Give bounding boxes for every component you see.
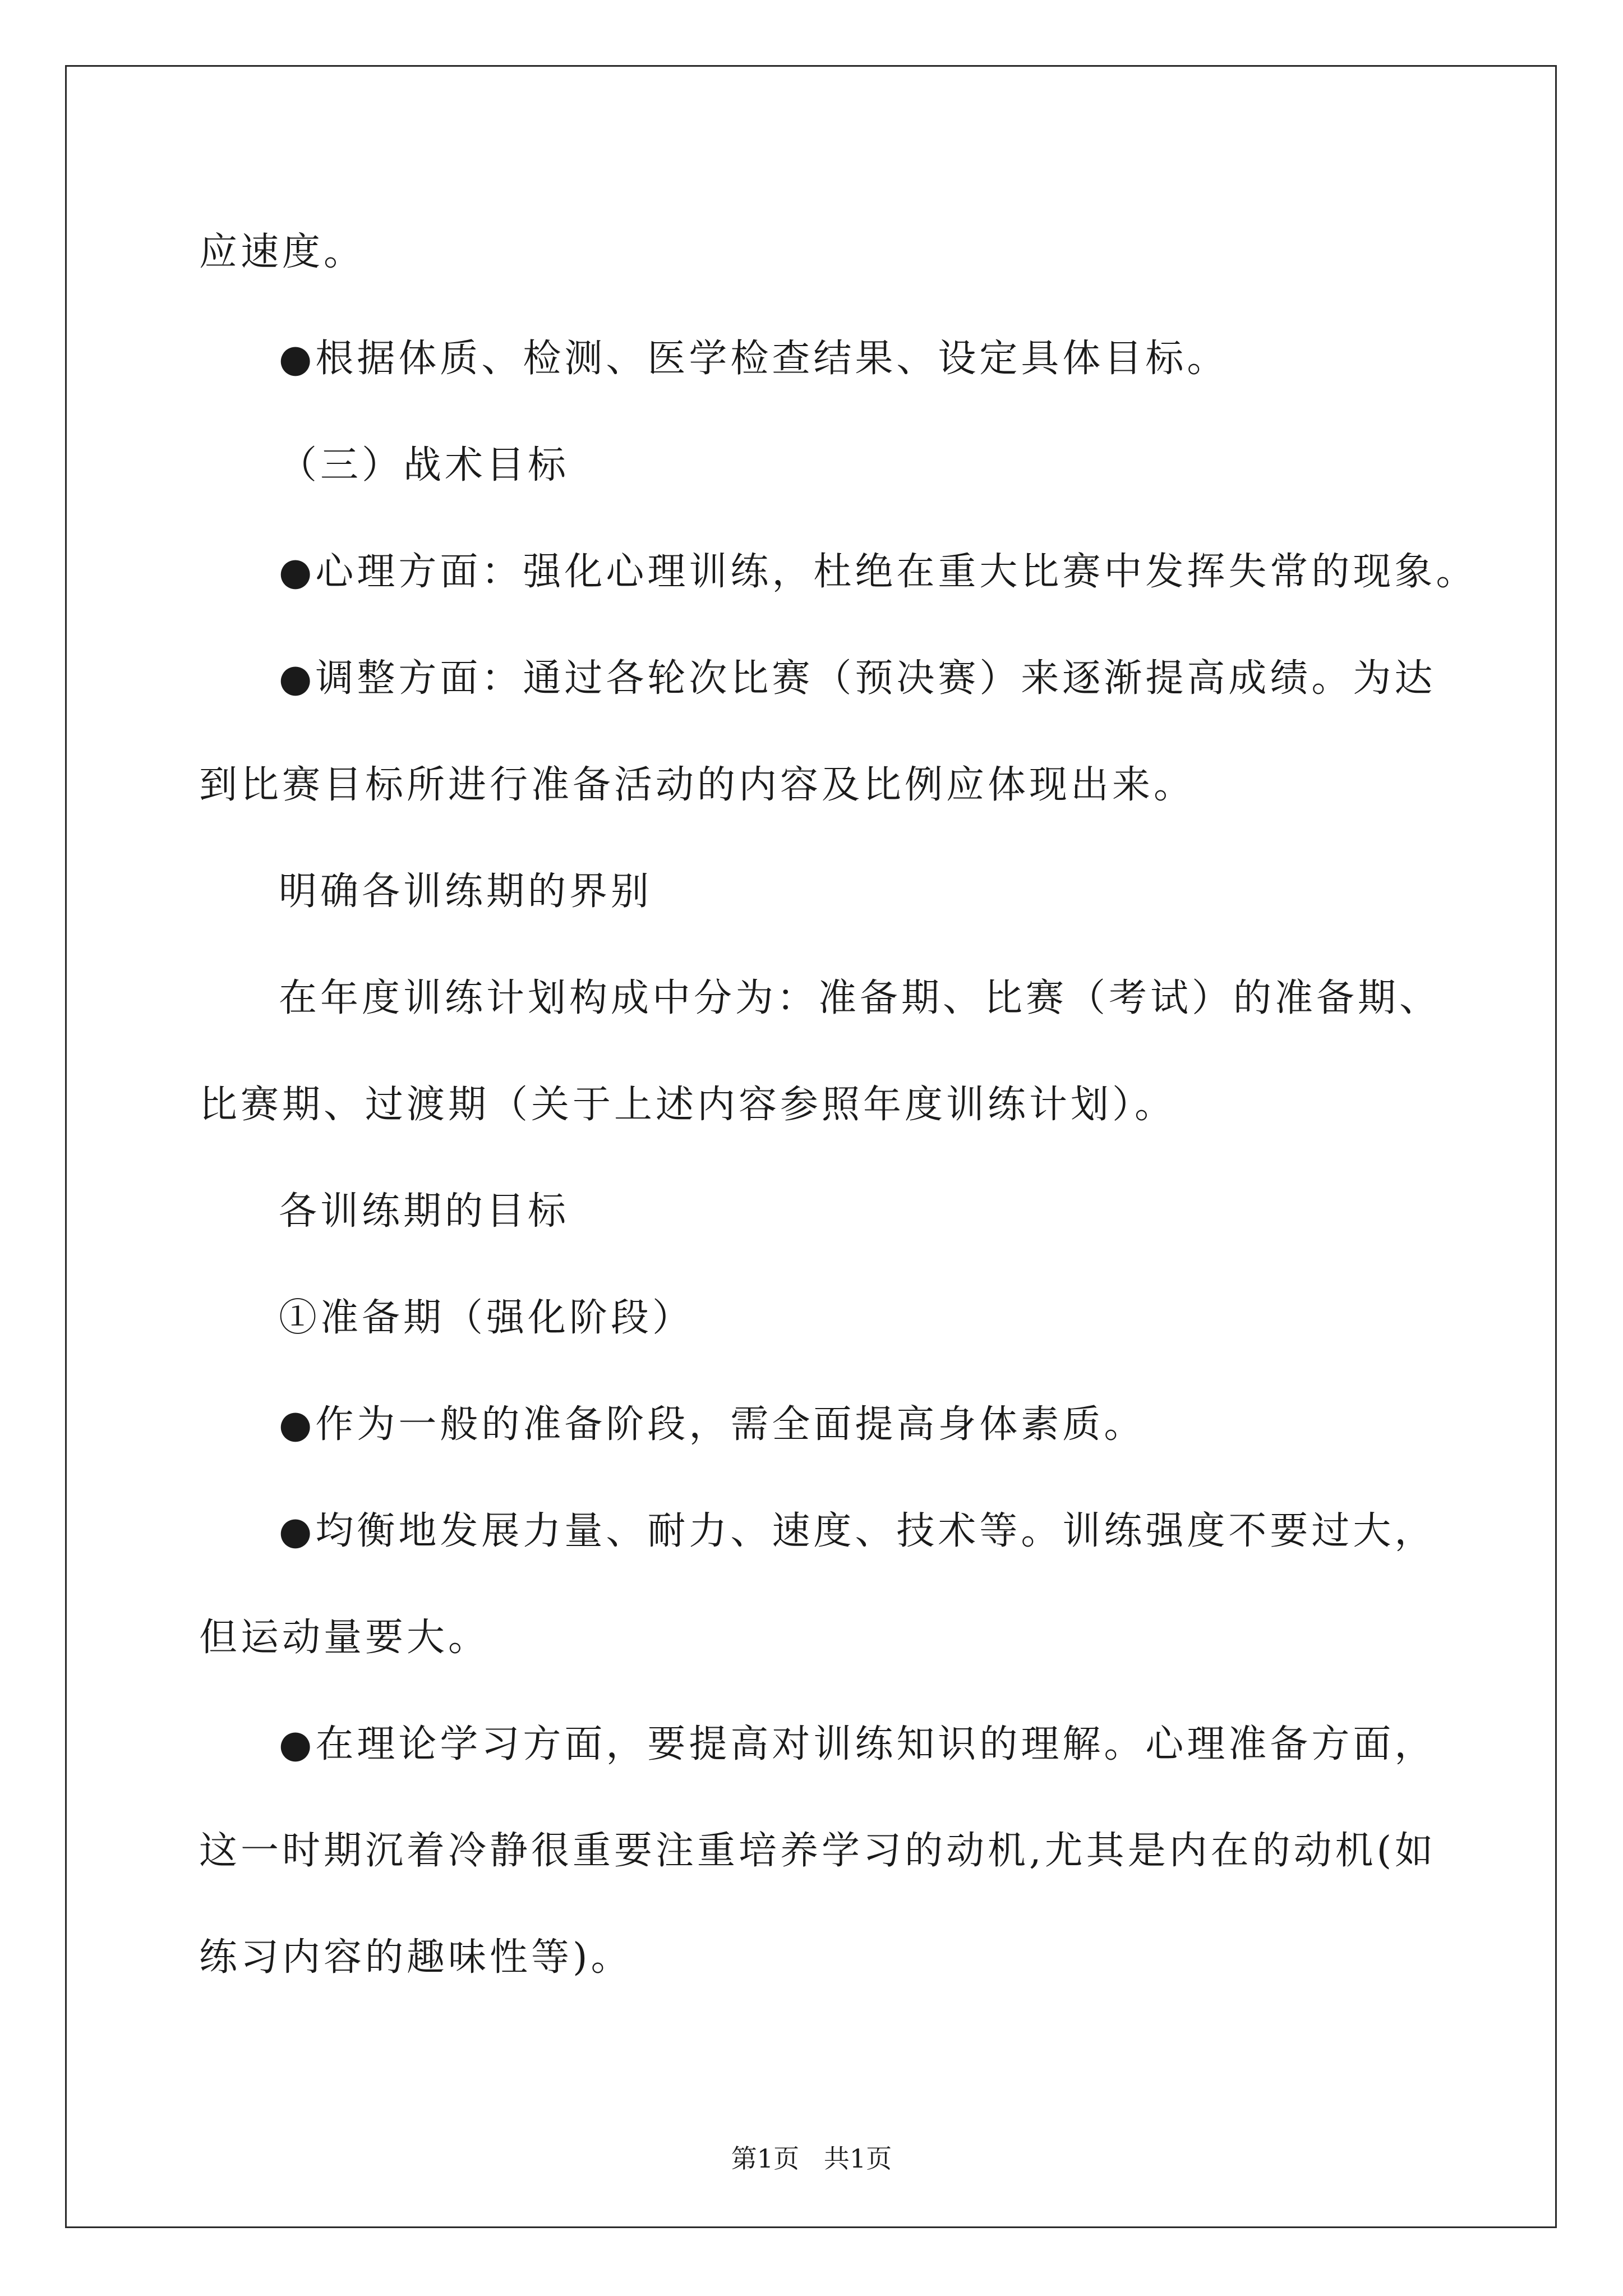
paragraph-line-2: ●根据体质、检测、医学检查结果、设定具体目标。: [279, 337, 1229, 381]
paragraph-line-8: 在年度训练计划构成中分为：准备期、比赛（考试）的准备期、: [279, 976, 1441, 1020]
paragraph-line-4: ●心理方面：强化心理训练，杜绝在重大比赛中发挥失常的现象。: [279, 550, 1478, 594]
paragraph-line-5: ●调整方面：通过各轮次比赛（预决赛）来逐渐提高成绩。为达: [279, 656, 1436, 701]
paragraph-line-12: ●作为一般的准备阶段，需全面提高身体素质。: [279, 1402, 1146, 1447]
paragraph-line-13: ●均衡地发展力量、耐力、速度、技术等。训练强度不要过大，: [279, 1509, 1436, 1553]
paragraph-line-9: 比赛期、过渡期（关于上述内容参照年度训练计划）。: [199, 1083, 1177, 1127]
paragraph-line-16: 这一时期沉着冷静很重要注重培养学习的动机,尤其是内在的动机(如: [199, 1829, 1437, 1873]
page-number-footer: 第1页 共1页: [731, 2143, 892, 2174]
paragraph-line-15: ●在理论学习方面，要提高对训练知识的理解。心理准备方面，: [279, 1722, 1436, 1766]
section-heading-training-periods: 明确各训练期的界别: [279, 869, 653, 914]
paragraph-line-14: 但运动量要大。: [199, 1616, 490, 1660]
subheading-preparation-period: ①准备期（强化阶段）: [279, 1296, 694, 1340]
page-border: [65, 65, 1557, 2228]
section-heading-period-goals: 各训练期的目标: [279, 1189, 570, 1234]
paragraph-line-1: 应速度。: [199, 230, 366, 274]
paragraph-line-17: 练习内容的趣味性等)。: [199, 1935, 633, 1980]
section-heading-tactical-goals: （三）战术目标: [279, 443, 570, 487]
paragraph-line-6: 到比赛目标所进行准备活动的内容及比例应体现出来。: [199, 763, 1196, 807]
